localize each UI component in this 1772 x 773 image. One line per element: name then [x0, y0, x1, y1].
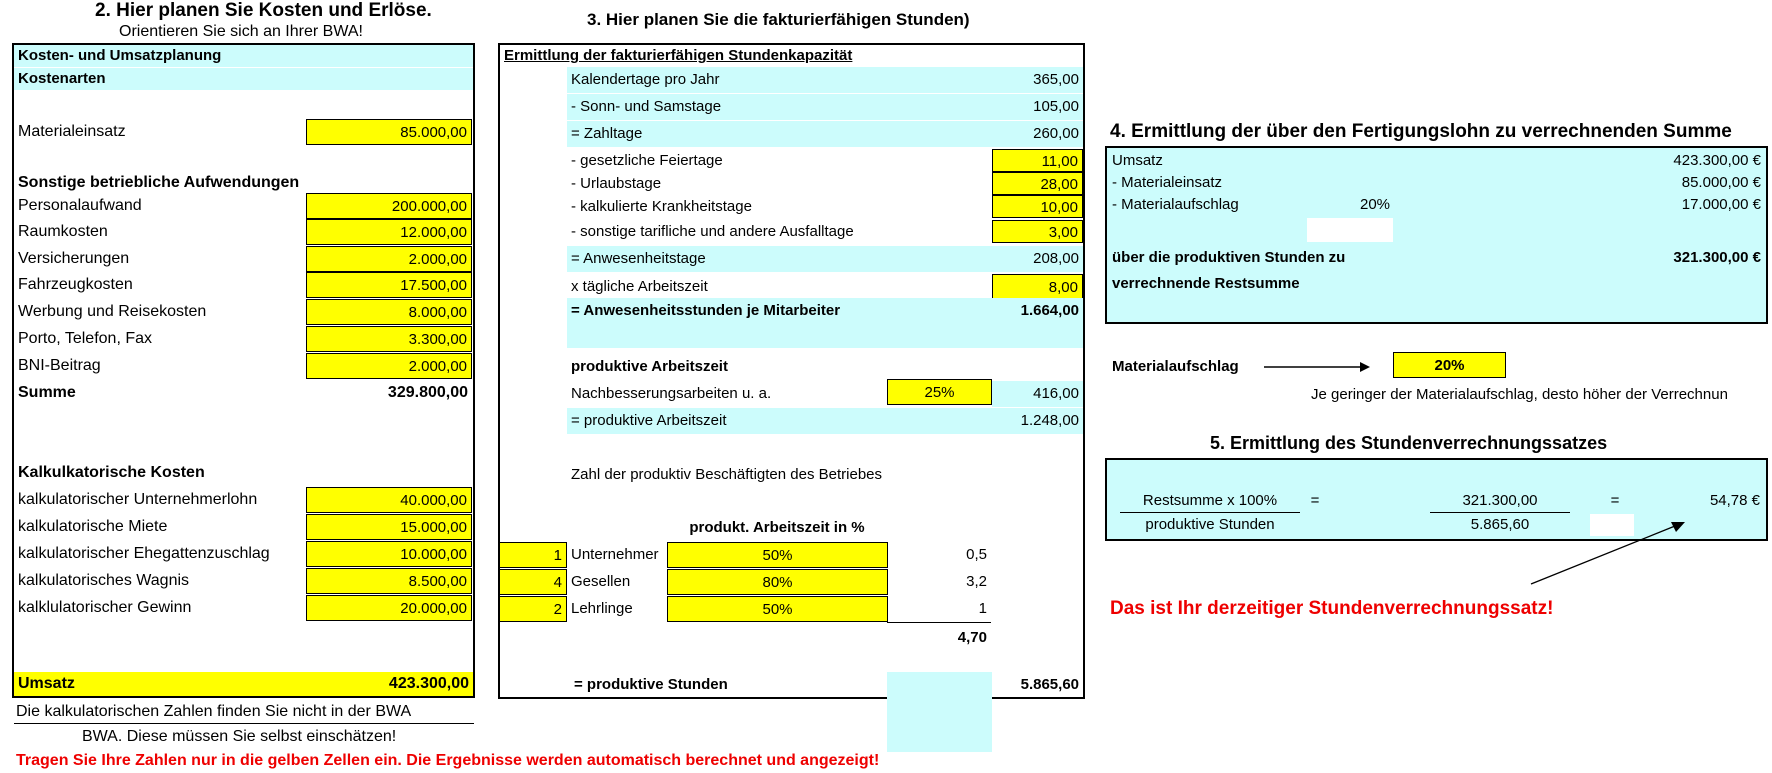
summe-label: Summe — [18, 384, 76, 401]
staff-total: 4,70 — [957, 629, 987, 646]
summe-value: 329.800,00 — [387, 384, 468, 401]
kalk-item-label: kalkulatorischer Unternehmerlohn — [18, 491, 258, 508]
sum4-rest-label-1: über die produktiven Stunden zu — [1112, 249, 1346, 266]
staff-pct-input[interactable]: 50% — [667, 542, 888, 568]
zahl-label: Zahl der produktiv Beschäftigten des Betriebes — [571, 466, 883, 483]
material-label: Materialeinsatz — [18, 123, 126, 140]
umsatz-label: Umsatz — [18, 675, 75, 692]
staff-role: Unternehmer — [571, 546, 659, 563]
sum4-umsatz-label: Umsatz — [1112, 152, 1163, 169]
sum4-aufschlag-pct: 20% — [1360, 196, 1391, 213]
kalk-item-input[interactable]: 8.500,00 — [306, 568, 472, 594]
hours-row-label: = Anwesenheitstage — [567, 246, 887, 272]
cost-table-header: Kosten- und Umsatzplanung — [14, 45, 473, 67]
rate5-numerator-label: Restsumme x 100% — [1142, 492, 1278, 509]
hours-row-value: 260,00 — [992, 121, 1083, 147]
sum4-material-label: - Materialeinsatz — [1112, 174, 1223, 191]
cost-item-label: Werbung und Reisekosten — [18, 303, 207, 320]
cost-item-label: Versicherungen — [18, 250, 130, 267]
cost-item-input[interactable]: 12.000,00 — [306, 219, 472, 245]
materialaufschlag-label: Materialaufschlag — [1112, 358, 1239, 375]
rate5-callout: Das ist Ihr derzeitiger Stundenverrechnungssatz! — [1110, 598, 1554, 619]
umsatz-value: 423.300,00 — [388, 675, 469, 692]
staff-pct-input[interactable]: 50% — [667, 596, 888, 622]
arrow-right-icon — [1262, 360, 1372, 374]
rate5-frac-line-1 — [1120, 512, 1300, 513]
cost-note-1: Die kalkulatorischen Zahlen finden Sie nicht in der BWA — [16, 703, 412, 720]
umsatz-row — [14, 672, 473, 696]
section2-title: 2. Hier planen Sie Kosten und Erlöse. — [95, 0, 432, 21]
kalk-item-input[interactable]: 20.000,00 — [306, 595, 472, 621]
prod-hours-label: = produktive Stunden — [574, 676, 728, 693]
hours-row-input[interactable]: 10,00 — [992, 195, 1083, 218]
staff-result: 3,2 — [966, 573, 987, 590]
hours-row-label: = Anwesenheitsstunden je Mitarbeiter — [567, 298, 887, 324]
cost-item-input[interactable]: 3.300,00 — [306, 326, 472, 352]
staff-sum-line — [887, 622, 991, 623]
prod-hours-shade — [887, 672, 992, 752]
kalk-heading: Kalkulkatorische Kosten — [18, 464, 205, 481]
hours-row-label: x tägliche Arbeitszeit — [571, 278, 708, 295]
staff-role: Gesellen — [571, 573, 631, 590]
hours-row-label: - gesetzliche Feiertage — [571, 152, 723, 169]
sum4-rest-label-2: verrechnende Restsumme — [1112, 275, 1300, 292]
footer-instruction: Tragen Sie Ihre Zahlen nur in die gelben Zellen ein. Die Ergebnisse werden automatisch berechnet und angezeigt! — [16, 752, 880, 769]
prod-hours-value: 5.865,60 — [1020, 676, 1079, 693]
hours-row-input[interactable]: 11,00 — [992, 149, 1083, 172]
kostenarten-label: Kostenarten — [14, 68, 473, 90]
pct-heading: produkt. Arbeitszeit in % — [689, 519, 865, 536]
rate5-result: 54,78 € — [1709, 492, 1760, 509]
hours-table-header: Ermittlung der fakturierfähigen Stundenkapazität — [504, 47, 853, 64]
hours-row-input[interactable]: 3,00 — [992, 220, 1083, 243]
kalk-item-label: kalklulatorischer Gewinn — [18, 599, 192, 616]
prod-value: 1.248,00 — [992, 408, 1083, 434]
section3-title: 3. Hier planen Sie die fakturierfähigen Stunden) — [587, 10, 970, 29]
kalk-item-label: kalkulatorische Miete — [18, 518, 168, 535]
prod-heading: produktive Arbeitszeit — [571, 358, 728, 375]
material-input[interactable]: 85.000,00 — [306, 119, 472, 145]
hours-row-label: - Sonn- und Samstage — [567, 94, 887, 120]
cost-item-input[interactable]: 17.500,00 — [306, 272, 472, 298]
kalk-item-input[interactable]: 15.000,00 — [306, 514, 472, 540]
hours-row-shade — [887, 67, 992, 93]
hours-row-label: = Zahltage — [567, 121, 887, 147]
staff-role: Lehrlinge — [571, 600, 633, 617]
sum4-material-value: 85.000,00 € — [1681, 174, 1761, 191]
sum4-blank-cell — [1307, 218, 1393, 242]
hours-row-shade — [887, 246, 992, 272]
hours-row-label: Kalendertage pro Jahr — [567, 67, 887, 93]
staff-pct-input[interactable]: 80% — [667, 569, 888, 595]
materialaufschlag-input[interactable]: 20% — [1393, 352, 1506, 378]
hours-row-value: 365,00 — [992, 67, 1083, 93]
sum4-aufschlag-label: - Materialaufschlag — [1112, 196, 1239, 213]
kalk-item-label: kalkulatorisches Wagnis — [18, 572, 190, 589]
sum4-rest-value: 321.300,00 € — [1673, 249, 1761, 266]
section5-title: 5. Ermittlung des Stundenverrechnungssatzes — [1210, 433, 1608, 453]
prod-label: = produktive Arbeitszeit — [567, 408, 992, 434]
staff-count-input[interactable]: 4 — [499, 569, 567, 595]
hours-row-value: 105,00 — [992, 94, 1083, 120]
rate5-denominator-label: produktive Stunden — [1145, 516, 1275, 533]
cost-item-label: Porto, Telefon, Fax — [18, 330, 152, 347]
materialaufschlag-hint: Je geringer der Materialaufschlag, desto höher der Verrechnun — [1311, 386, 1728, 403]
cost-item-label: BNI-Beitrag — [18, 357, 101, 374]
cost-item-input[interactable]: 8.000,00 — [306, 299, 472, 325]
cost-item-input[interactable]: 2.000,00 — [306, 353, 472, 379]
sum4-aufschlag-value: 17.000,00 € — [1681, 196, 1761, 213]
cost-item-label: Personalaufwand — [18, 197, 142, 214]
nachbess-pct-input[interactable]: 25% — [887, 379, 992, 405]
cost-item-label: Raumkosten — [18, 223, 108, 240]
kalk-item-input[interactable]: 10.000,00 — [306, 541, 472, 567]
rate5-numerator-value: 321.300,00 — [1462, 492, 1538, 509]
hours-row-shade — [887, 121, 992, 147]
kalk-item-input[interactable]: 40.000,00 — [306, 487, 472, 513]
sum4-umsatz-value: 423.300,00 € — [1673, 152, 1761, 169]
sonstige-heading: Sonstige betriebliche Aufwendungen — [18, 174, 300, 191]
hours-spacer — [567, 322, 1083, 348]
hours-row-shade — [887, 94, 992, 120]
hours-row-input[interactable]: 28,00 — [992, 172, 1083, 195]
note-divider — [14, 723, 474, 724]
hours-row-value: 1.664,00 — [992, 298, 1083, 324]
rate5-frac-line-2 — [1430, 512, 1570, 513]
callout-arrow-icon — [1525, 518, 1695, 588]
hours-row-label: - sonstige tarifliche und andere Ausfalltage — [571, 223, 854, 240]
rate5-eq-1: = — [1310, 492, 1320, 509]
kalk-item-label: kalkulatorischer Ehegattenzuschlag — [18, 545, 270, 562]
staff-count-input[interactable]: 1 — [499, 542, 567, 568]
hours-row-label: - Urlaubstage — [571, 175, 662, 192]
section4-title: 4. Ermittlung der über den Fertigungslohn zu verrechnenden Summe — [1110, 121, 1732, 142]
hours-row-input[interactable]: 8,00 — [992, 274, 1083, 300]
staff-count-input[interactable]: 2 — [499, 596, 567, 622]
nachbess-value: 416,00 — [992, 381, 1083, 407]
staff-result: 1 — [978, 600, 987, 617]
rate5-denominator-value: 5.865,60 — [1470, 516, 1530, 533]
rate5-eq-2: = — [1610, 492, 1620, 509]
nachbess-label: Nachbesserungsarbeiten u. a. — [571, 385, 772, 402]
cost-note-2: BWA. Diese müssen Sie selbst einschätzen! — [82, 728, 397, 745]
hours-row-label: - kalkulierte Krankheitstage — [571, 198, 752, 215]
section2-subtitle: Orientieren Sie sich an Ihrer BWA! — [119, 23, 363, 40]
cost-item-input[interactable]: 2.000,00 — [306, 246, 472, 272]
cost-item-input[interactable]: 200.000,00 — [306, 193, 472, 219]
cost-item-label: Fahrzeugkosten — [18, 276, 133, 293]
hours-row-value: 208,00 — [992, 246, 1083, 272]
staff-result: 0,5 — [966, 546, 987, 563]
hours-row-shade — [887, 298, 992, 324]
